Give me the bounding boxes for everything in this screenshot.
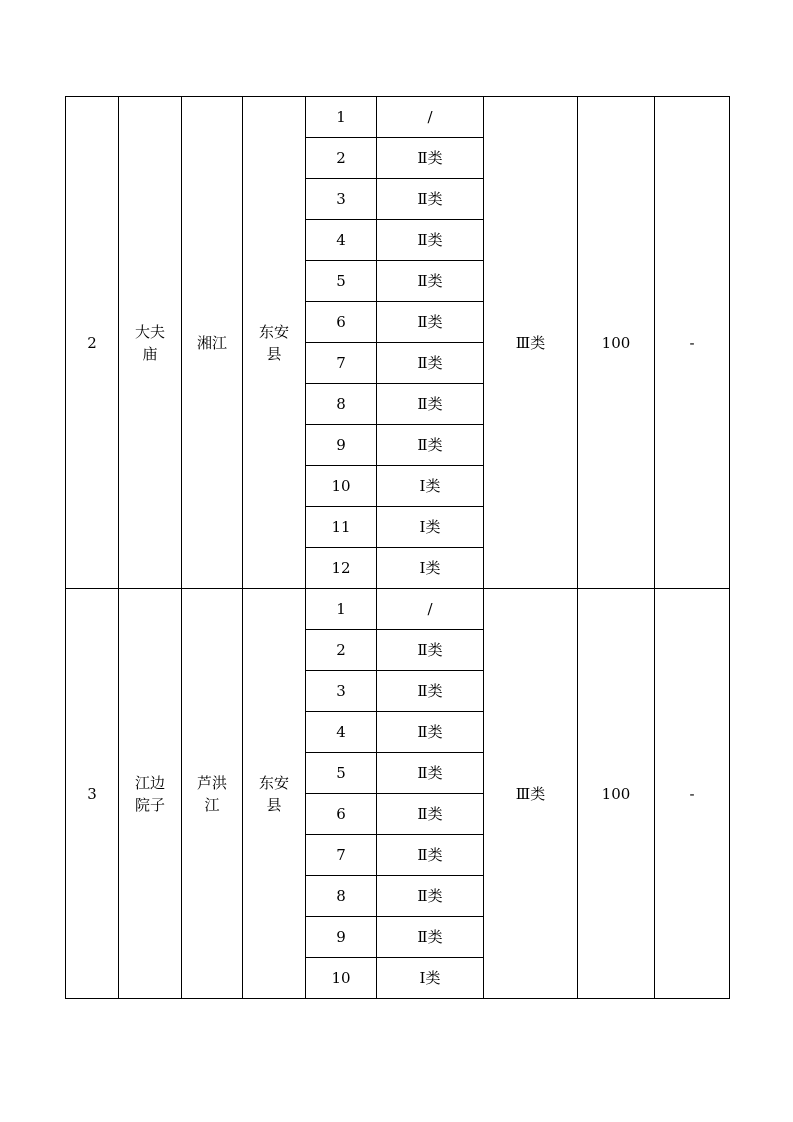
- table-row: [66, 589, 730, 630]
- river-cell-text: 湘江: [196, 333, 227, 352]
- row-number-cell: 12: [306, 548, 377, 589]
- row-class-cell: Ⅱ类: [377, 425, 484, 466]
- row-number-cell: 2: [306, 630, 377, 671]
- row-class-cell: Ⅱ类: [377, 794, 484, 835]
- row-class-cell: /: [377, 97, 484, 138]
- row-number-cell: 9: [306, 425, 377, 466]
- row-class-cell: Ⅱ类: [377, 671, 484, 712]
- county-cell-text: 东安县: [258, 773, 289, 814]
- ratio-cell: 100: [578, 97, 655, 589]
- row-number-cell: 1: [306, 589, 377, 630]
- group-index-cell: 3: [66, 589, 119, 999]
- row-class-cell: Ⅱ类: [377, 343, 484, 384]
- row-class-cell: Ⅱ类: [377, 138, 484, 179]
- target-class-cell: Ⅲ类: [484, 97, 578, 589]
- row-class-cell: Ⅱ类: [377, 384, 484, 425]
- row-class-cell: Ⅱ类: [377, 179, 484, 220]
- row-number-cell: 7: [306, 835, 377, 876]
- row-number-cell: 3: [306, 179, 377, 220]
- row-number-cell: 4: [306, 220, 377, 261]
- row-class-cell: Ⅰ类: [377, 958, 484, 999]
- row-number-cell: 7: [306, 343, 377, 384]
- row-class-cell: Ⅱ类: [377, 712, 484, 753]
- group-index-cell: 2: [66, 97, 119, 589]
- site-name-cell: [119, 97, 182, 589]
- river-cell: [182, 589, 243, 999]
- river-cell: [182, 97, 243, 589]
- ratio-cell: 100: [578, 589, 655, 999]
- row-class-cell: Ⅱ类: [377, 835, 484, 876]
- row-class-cell: Ⅰ类: [377, 507, 484, 548]
- row-class-cell: /: [377, 589, 484, 630]
- row-class-cell: Ⅱ类: [377, 220, 484, 261]
- row-number-cell: 9: [306, 917, 377, 958]
- row-number-cell: 10: [306, 466, 377, 507]
- row-number-cell: 8: [306, 876, 377, 917]
- row-class-cell: Ⅰ类: [377, 466, 484, 507]
- site-name-cell: [119, 589, 182, 999]
- remark-cell: -: [655, 589, 730, 999]
- row-number-cell: 6: [306, 302, 377, 343]
- table-body: [66, 97, 730, 999]
- county-cell-text: 东安县: [258, 322, 289, 363]
- county-cell: [243, 97, 306, 589]
- row-number-cell: 10: [306, 958, 377, 999]
- target-class-cell: Ⅲ类: [484, 589, 578, 999]
- row-number-cell: 3: [306, 671, 377, 712]
- water-quality-table: [65, 96, 730, 999]
- row-number-cell: 11: [306, 507, 377, 548]
- row-number-cell: 4: [306, 712, 377, 753]
- table-row: [66, 97, 730, 138]
- row-class-cell: Ⅱ类: [377, 261, 484, 302]
- row-class-cell: Ⅰ类: [377, 548, 484, 589]
- row-class-cell: Ⅱ类: [377, 917, 484, 958]
- row-class-cell: Ⅱ类: [377, 302, 484, 343]
- row-number-cell: 6: [306, 794, 377, 835]
- county-cell: [243, 589, 306, 999]
- site-name-cell-text: 大夫庙: [134, 322, 165, 363]
- remark-cell: -: [655, 97, 730, 589]
- row-class-cell: Ⅱ类: [377, 876, 484, 917]
- row-number-cell: 1: [306, 97, 377, 138]
- row-number-cell: 2: [306, 138, 377, 179]
- row-number-cell: 8: [306, 384, 377, 425]
- site-name-cell-text: 江边院子: [134, 773, 165, 814]
- row-class-cell: Ⅱ类: [377, 630, 484, 671]
- row-number-cell: 5: [306, 261, 377, 302]
- river-cell-text: 芦洪江: [196, 773, 227, 814]
- row-class-cell: Ⅱ类: [377, 753, 484, 794]
- row-number-cell: 5: [306, 753, 377, 794]
